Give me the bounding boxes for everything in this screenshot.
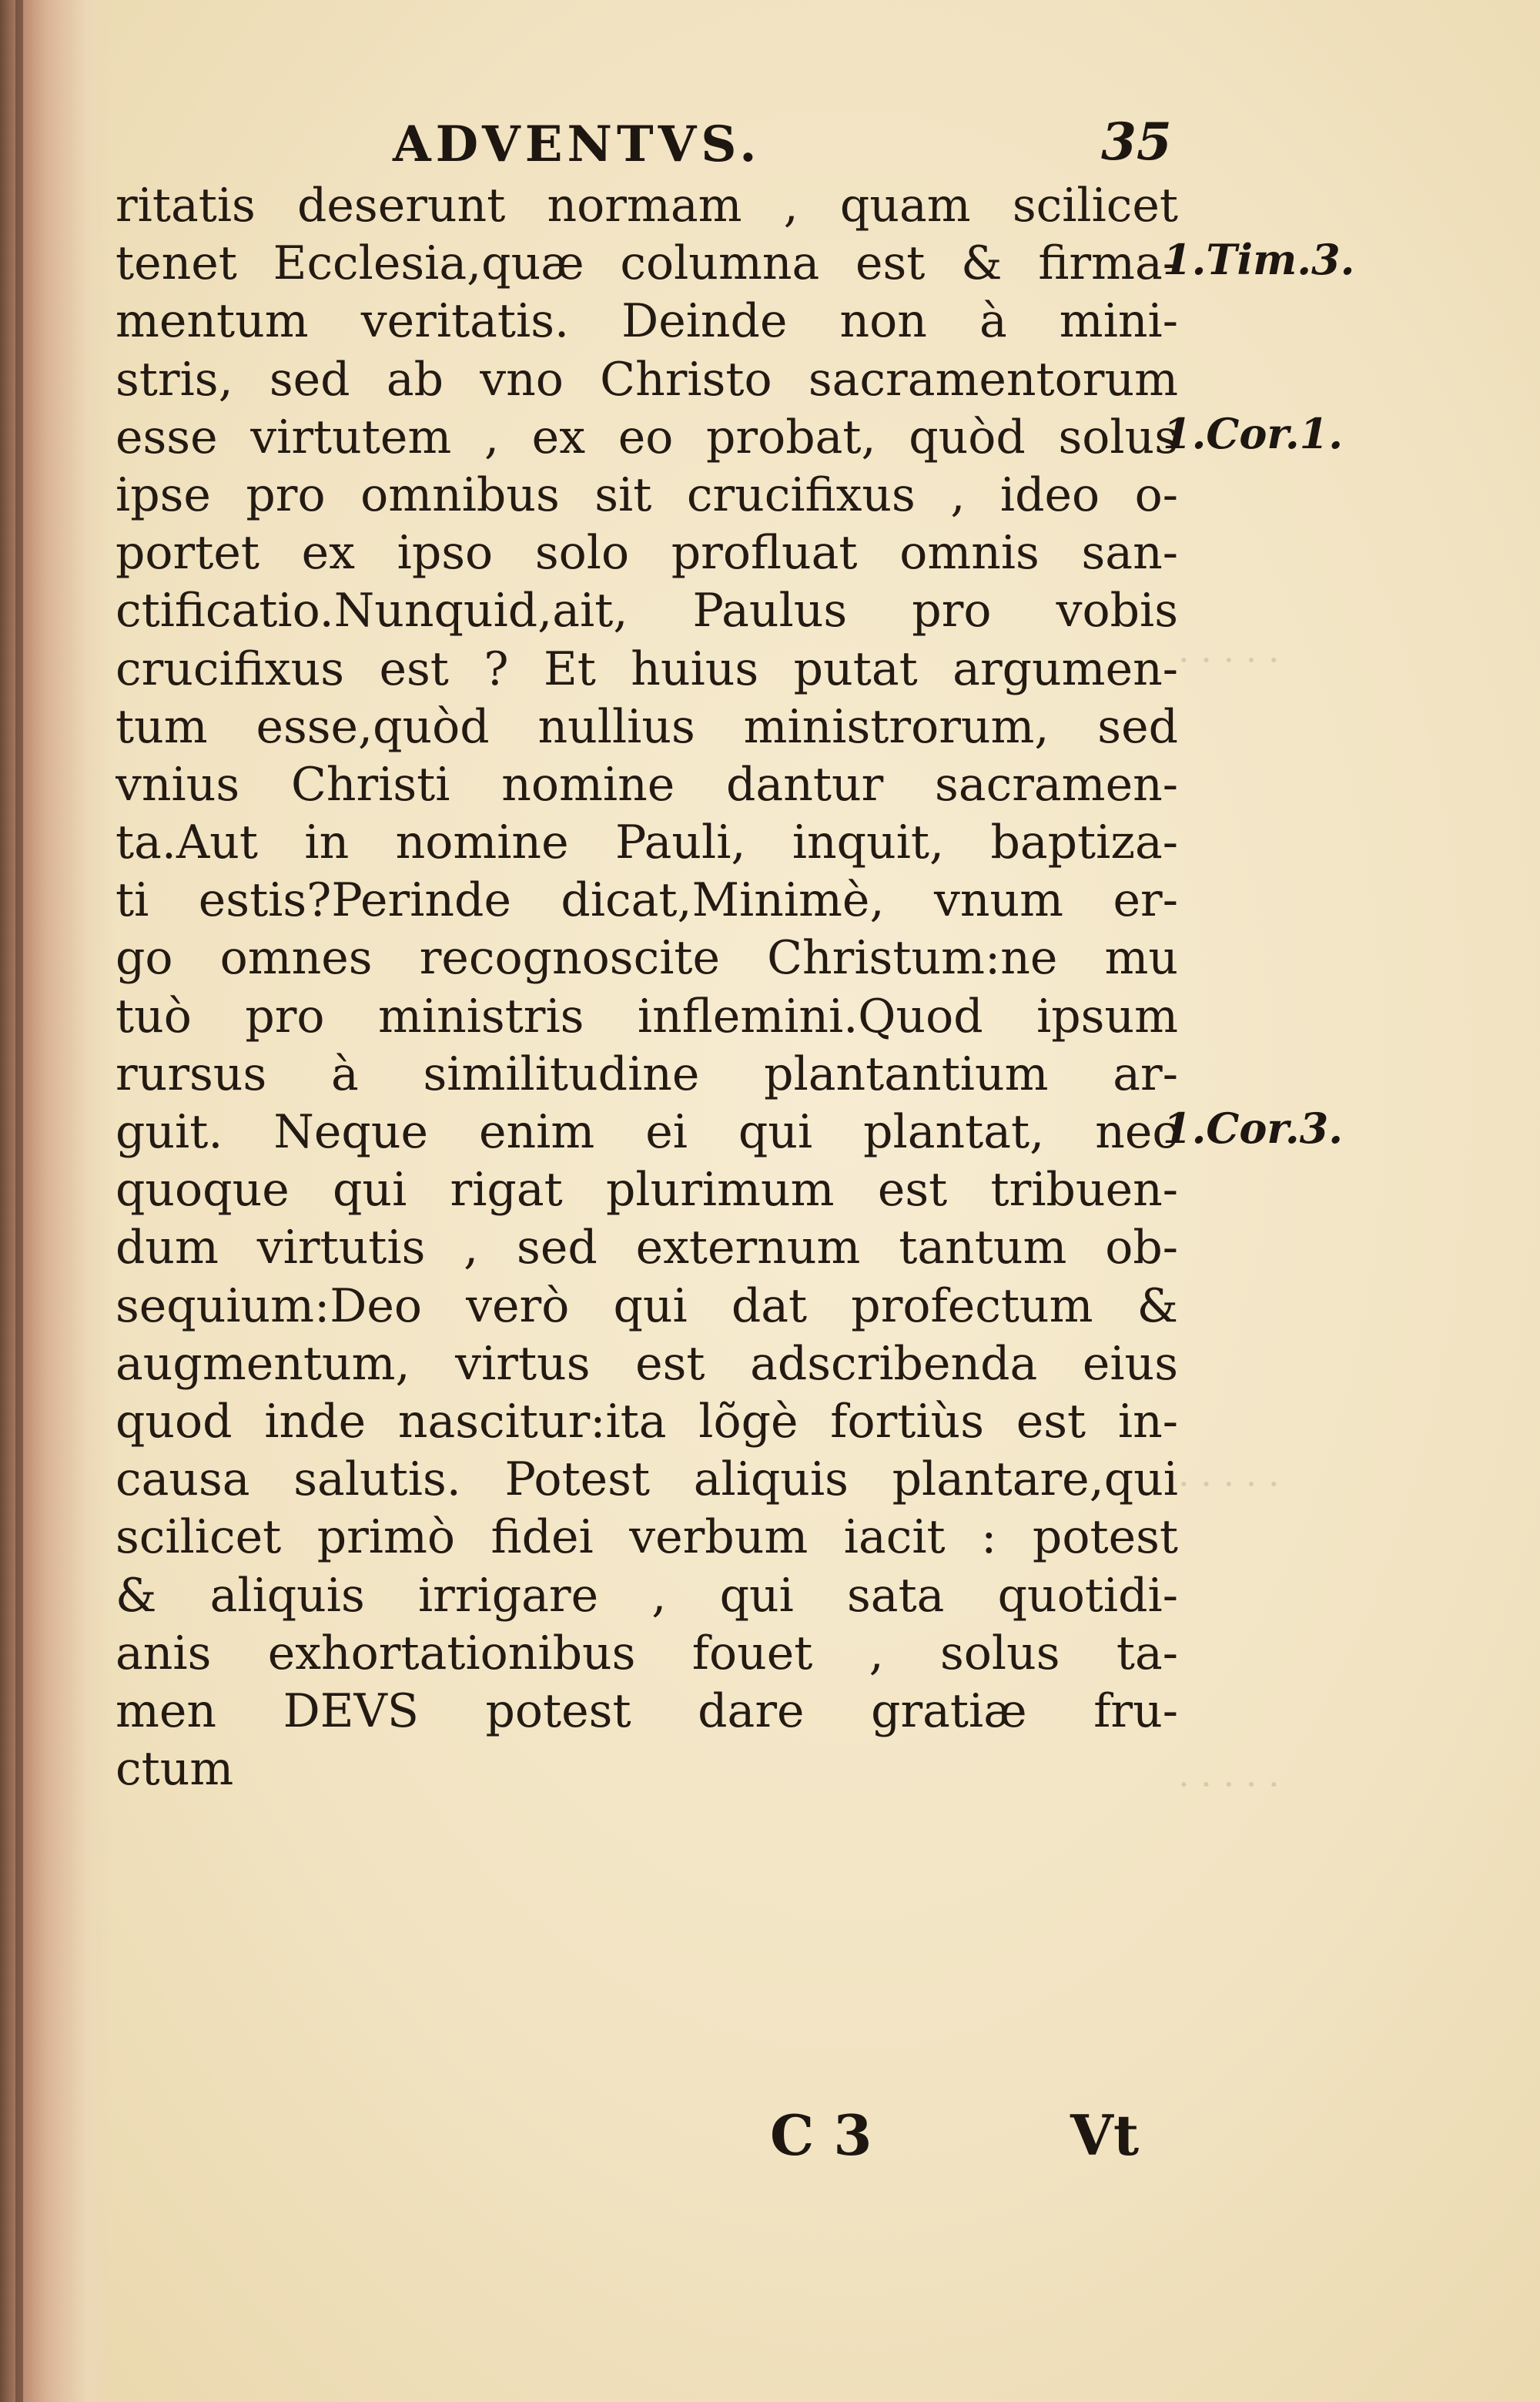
text-line: ctificatio.Nunquid,ait, Paulus pro vobis	[116, 584, 1178, 638]
marginal-reference: 1.Cor.1.	[1163, 408, 1344, 458]
text-line: ctum	[116, 1742, 234, 1797]
text-line: men DEVS potest dare gratiæ fru-	[116, 1683, 1178, 1738]
text-line: portet ex ipso solo profluat omnis san-	[116, 526, 1178, 581]
marginal-reference: 1.Cor.3.	[1163, 1104, 1344, 1154]
text-line: tuò pro ministris inflemini.Quod ipsum	[116, 989, 1178, 1044]
page-footer	[116, 2102, 1178, 2172]
text-line: crucifixus est ? Et huius putat argumen-	[116, 642, 1178, 696]
text-line: go omnes recognoscite Christum:ne mu	[116, 931, 1178, 986]
body-text	[116, 177, 1178, 1798]
text-line: guit. Neque enim ei qui plantat, nec	[116, 1105, 1178, 1159]
text-line: esse virtutem , ex eo probat, quòd solus	[116, 410, 1178, 464]
text-line: rursus à similitudine plantantium ar-	[116, 1047, 1178, 1101]
text-line: tenet Ecclesia,quæ columna est & firma-	[116, 236, 1178, 291]
text-line: augmentum, virtus est adscribenda eius	[116, 1336, 1178, 1391]
text-line: ti estis?Perinde dicat,Minimè, vnum er-	[116, 873, 1178, 928]
text-line: & aliquis irrigare , qui sata quotidi-	[116, 1568, 1178, 1623]
show-through-mark: · · · · ·	[1178, 639, 1280, 681]
gutter-edge	[15, 0, 23, 2402]
text-line: dum virtutis , sed externum tantum ob-	[116, 1221, 1178, 1275]
text-line: ritatis deserunt normam , quam scilicet	[116, 179, 1178, 233]
text-line: sequium:Deo verò qui dat profectum &	[116, 1278, 1178, 1333]
show-through-mark: · · · · ·	[1178, 1463, 1280, 1505]
text-line: ta.Aut in nomine Pauli, inquit, baptiza-	[116, 816, 1178, 870]
text-line: mentum veritatis. Deinde non à mini-	[116, 294, 1178, 349]
text-line: tum esse,quòd nullius ministrorum, sed	[116, 699, 1178, 754]
running-head	[116, 108, 1178, 185]
text-line: causa salutis. Potest aliquis plantare,qui	[116, 1452, 1178, 1507]
page-number: 35	[1101, 112, 1172, 172]
running-title: ADVENTVS.	[393, 116, 762, 173]
signature-mark: C 3	[770, 2102, 872, 2168]
show-through-mark: · · · · ·	[1178, 1764, 1280, 1805]
text-line: anis exhortationibus fouet , solus ta-	[116, 1626, 1178, 1680]
text-line: ipse pro omnibus sit crucifixus , ideo o-	[116, 467, 1178, 522]
text-line: scilicet primò fidei verbum iacit : potest	[116, 1510, 1178, 1565]
text-line: stris, sed ab vno Christo sacramentorum	[116, 352, 1178, 407]
text-line: quoque qui rigat plurimum est tribuen-	[116, 1163, 1178, 1218]
catchword: Vt	[1070, 2102, 1140, 2168]
text-line: vnius Christi nomine dantur sacramen-	[116, 757, 1178, 812]
text-line: quod inde nascitur:ita lõgè fortiùs est in-	[116, 1394, 1178, 1449]
marginal-reference: 1.Tim.3.	[1163, 235, 1355, 285]
